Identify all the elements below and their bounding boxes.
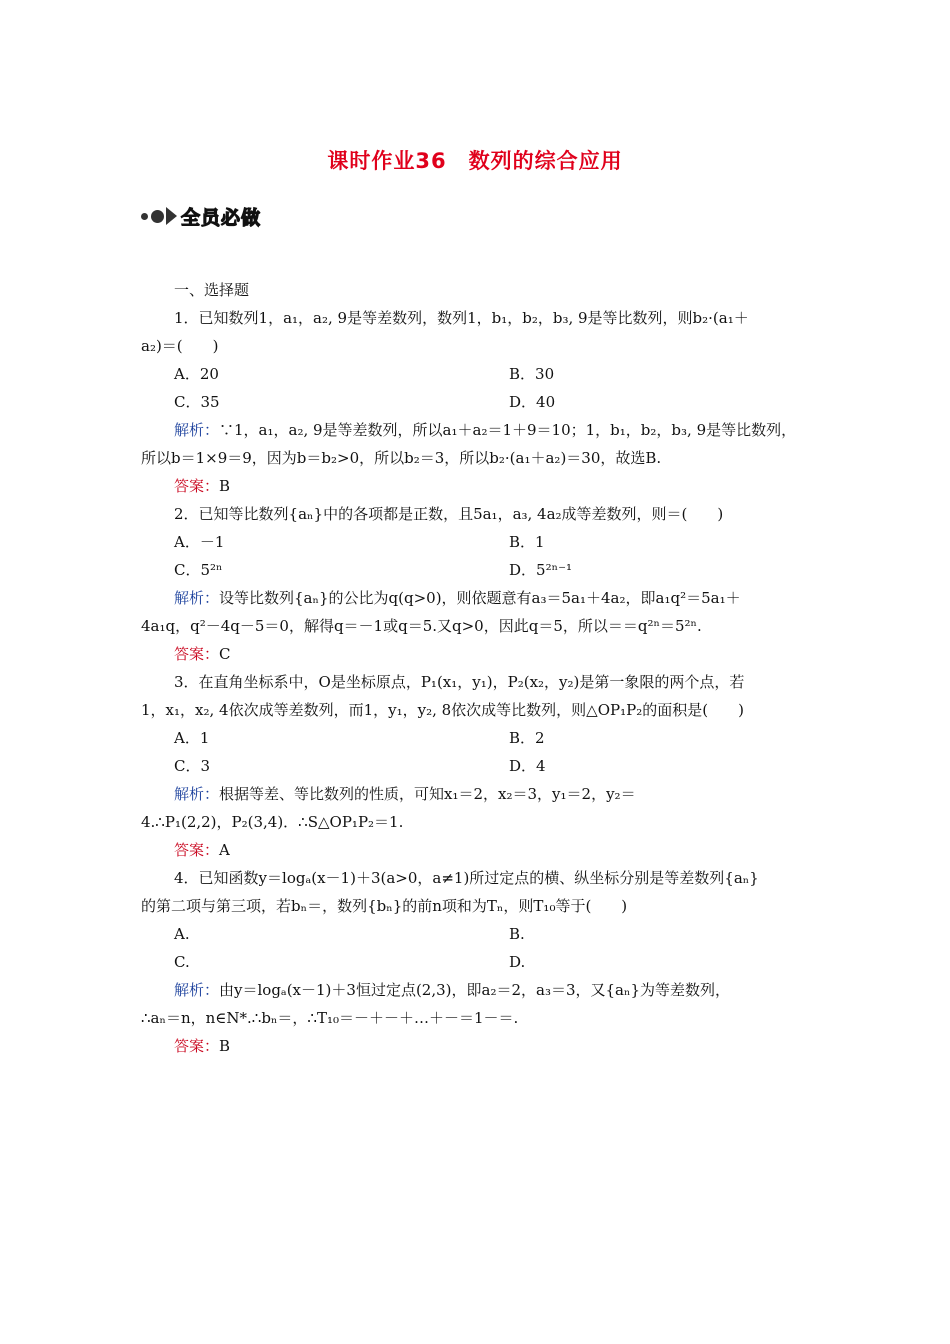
page-title: 课时作业36 数列的综合应用 [327,149,623,173]
solution-text: 根据等差、等比数列的性质，可知x₁＝2，x₂＝3，y₁＝2，y₂＝ [219,785,636,803]
answer-4 [141,1032,813,1060]
option-a: A．1 [174,729,210,747]
answer-2 [141,640,813,668]
section-heading: 一、选择题 [174,281,250,299]
question-3-options-row [141,752,813,780]
answer-value: B [219,1037,231,1055]
solution-2 [141,584,813,612]
solution-text: 由y＝logₐ(x－1)＋3恒过定点(2,3)，即a₂＝2，a₃＝3，又{aₙ}为等差数列， [219,981,731,999]
option-c: C．3 [174,757,211,775]
option-a: A. [174,925,190,943]
bullet-dot-icon [141,213,148,220]
bullet-dot-icon [151,210,164,223]
option-c: C．5²ⁿ [174,561,223,579]
option-c: C．35 [174,393,220,411]
solution-label: 解析： [174,421,220,439]
question-2-options-row [141,556,813,584]
option-b: B．1 [509,533,545,551]
answer-value: A [219,841,230,859]
answer-3 [141,836,813,864]
solution-label: 解析： [174,589,220,607]
option-b: B．2 [509,729,545,747]
question-3-options-row [141,724,813,752]
answer-value: B [219,477,231,495]
badge-label: 全员必做 [181,206,262,229]
question-1-options-row [141,360,813,388]
question-4-options-row [141,948,813,976]
solution-3-cont: 4.∴P₁(2,2)，P₂(3,4)．∴S△OP₁P₂＝1. [141,813,404,831]
option-c: C. [174,953,190,971]
solution-4-cont: ∴aₙ＝n，n∈N*.∴bₙ＝，∴T₁₀＝－＋－＋…＋－＝1－＝. [141,1009,519,1027]
answer-value: C [219,645,231,663]
question-1-options-row [141,388,813,416]
option-d: D. [509,953,526,971]
answer-label: 答案： [174,477,220,495]
option-a: A．－1 [174,533,225,551]
solution-text: 设等比数列{aₙ}的公比为q(q>0)，则依题意有a₃＝5a₁＋4a₂，即a₁q²＝5a₁＋ [219,589,741,607]
answer-label: 答案： [174,1037,220,1055]
answer-label: 答案： [174,645,220,663]
solution-4 [141,976,813,1004]
option-b: B. [509,925,525,943]
question-4-options-row [141,920,813,948]
question-4-text: 4．已知函数y＝logₐ(x－1)＋3(a>0，a≠1)所过定点的横、纵坐标分别是等差数列{aₙ} [174,869,759,887]
solution-label: 解析： [174,981,220,999]
option-d: D．40 [509,393,556,411]
exercise-body [141,276,813,1060]
solution-text: ∵1，a₁，a₂, 9是等差数列，所以a₁＋a₂＝1＋9＝10；1，b₁，b₂，b₃, 9是等比数列， [219,421,797,439]
solution-1-cont: 所以b＝1×9＝9，因为b＝b₂>0，所以b₂＝3，所以b₂·(a₁＋a₂)＝30，故选B. [141,449,662,467]
question-4-text-cont: 的第二项与第三项，若bₙ＝，数列{bₙ}的前n项和为Tₙ，则T₁₀等于( ) [141,897,628,915]
section-badge [141,202,261,230]
option-b: B．30 [509,365,555,383]
question-2-text: 2．已知等比数列{aₙ}中的各项都是正数，且5a₁，a₃, 4a₂成等差数列，则＝( ) [174,505,724,523]
arrow-right-icon [166,207,177,225]
answer-label: 答案： [174,841,220,859]
question-2-options-row [141,528,813,556]
solution-2-cont: 4a₁q，q²－4q－5＝0，解得q＝－1或q＝5.又q>0，因此q＝5，所以＝＝q²ⁿ＝5²ⁿ. [141,617,702,635]
question-1-text: 1．已知数列1，a₁，a₂, 9是等差数列，数列1，b₁，b₂，b₃, 9是等比数列，则b₂·(a₁＋ [174,309,749,327]
solution-label: 解析： [174,785,220,803]
solution-3 [141,780,813,808]
question-3-text: 3．在直角坐标系中，O是坐标原点，P₁(x₁，y₁)，P₂(x₂，y₂)是第一象限的两个点，若 [174,673,745,691]
question-1-text-cont: a₂)＝( ) [141,337,219,355]
solution-1 [141,416,813,444]
answer-1 [141,472,813,500]
option-d: D．5²ⁿ⁻¹ [509,561,573,579]
question-3-text-cont: 1，x₁，x₂, 4依次成等差数列，而1，y₁，y₂, 8依次成等比数列，则△OP₁P₂的面积是( ) [141,701,744,719]
option-d: D．4 [509,757,546,775]
option-a: A．20 [174,365,219,383]
